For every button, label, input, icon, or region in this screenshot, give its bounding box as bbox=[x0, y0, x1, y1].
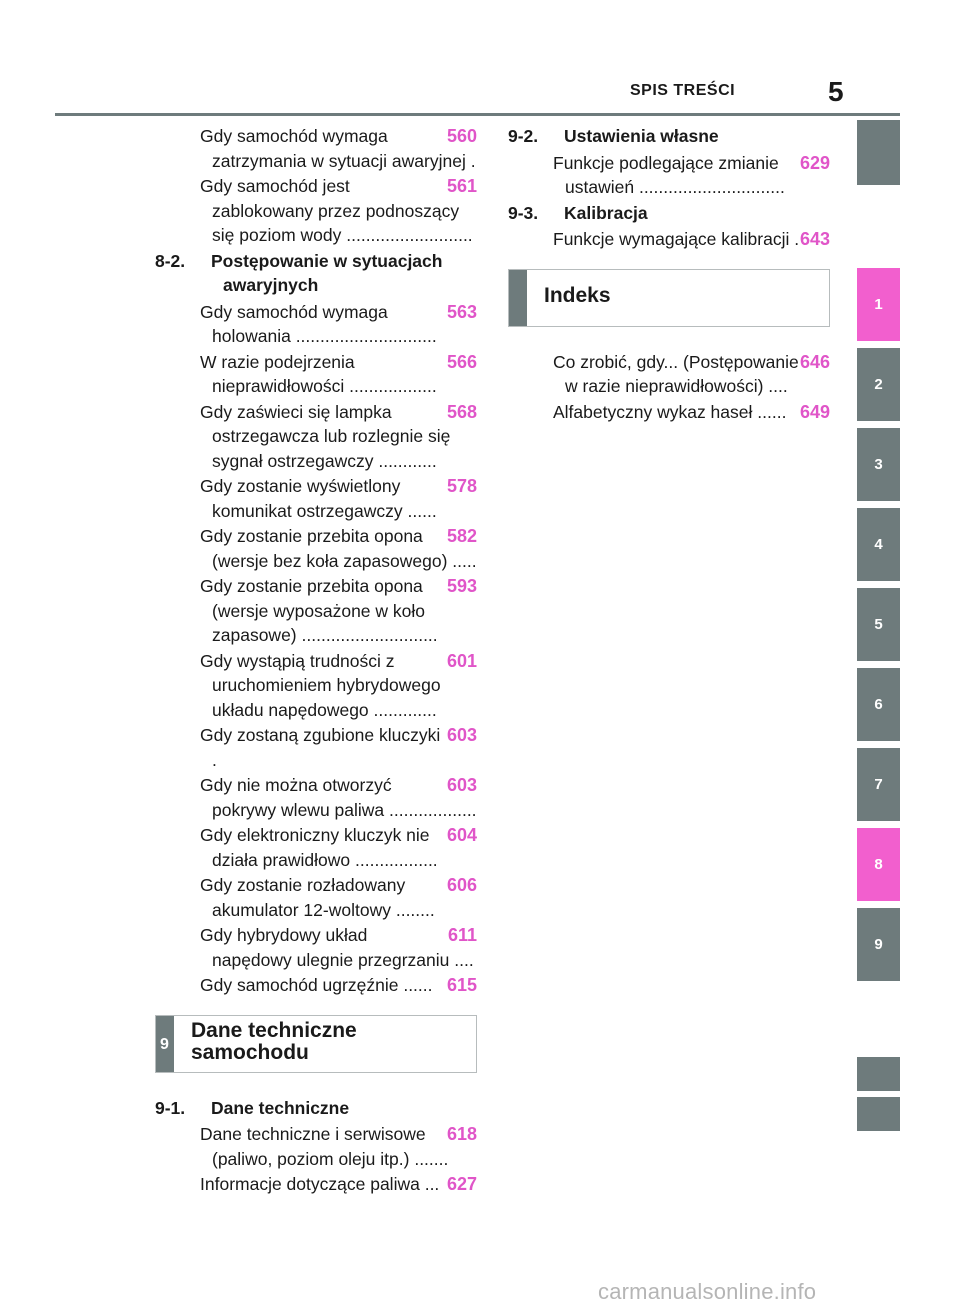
side-tab-6[interactable]: 6 bbox=[857, 668, 900, 741]
chapter-box-title-line2: samochodu bbox=[191, 1040, 309, 1064]
side-tab-blank-top[interactable] bbox=[857, 120, 900, 185]
side-tab-9[interactable]: 9 bbox=[857, 908, 900, 981]
side-tab-2[interactable]: 2 bbox=[857, 348, 900, 421]
toc-entry[interactable] bbox=[200, 823, 477, 872]
chapter-box-index[interactable] bbox=[508, 269, 830, 327]
toc-entry[interactable] bbox=[200, 124, 477, 173]
toc-entry[interactable] bbox=[200, 174, 477, 248]
toc-entry[interactable] bbox=[200, 574, 477, 648]
section-title: Dane techniczne bbox=[211, 1097, 350, 1118]
chapter-box-title-line1: Dane techniczne bbox=[191, 1018, 357, 1042]
toc-entry-page-link[interactable]: 649 bbox=[799, 401, 830, 422]
header-title: SPIS TREŚCI bbox=[630, 82, 736, 99]
toc-entry[interactable] bbox=[200, 923, 477, 972]
toc-entry-page-link[interactable]: 646 bbox=[799, 351, 830, 372]
toc-entry[interactable] bbox=[200, 400, 477, 474]
toc-entry[interactable] bbox=[200, 649, 477, 723]
toc-entry[interactable] bbox=[553, 151, 830, 200]
toc-entry-text: Gdy nie można otworzyć pokrywy wlewu paliwa bbox=[200, 775, 392, 820]
chapter-box-number: 9 bbox=[160, 1035, 169, 1053]
toc-entry-page-link[interactable]: 566 bbox=[446, 351, 477, 372]
toc-entry[interactable] bbox=[200, 873, 477, 922]
toc-entry-text: Gdy zostanie rozładowany akumulator 12-woltowy bbox=[200, 875, 406, 920]
toc-entry[interactable] bbox=[553, 227, 830, 252]
toc-entry-leader-dots: .......................... bbox=[346, 225, 473, 245]
section-title: Ustawienia własne bbox=[564, 126, 719, 146]
section-heading-9-2 bbox=[508, 124, 830, 149]
toc-entry[interactable] bbox=[200, 474, 477, 523]
toc-entry-leader-dots: .................. bbox=[389, 799, 477, 820]
section-number: 8-2. bbox=[155, 250, 186, 271]
toc-entry[interactable] bbox=[200, 1172, 477, 1197]
toc-entry-page-link[interactable]: 582 bbox=[446, 526, 477, 546]
side-tab-5[interactable]: 5 bbox=[857, 588, 900, 661]
toc-entry-text: Dane techniczne i serwisowe (paliwo, poziom oleju itp.) bbox=[200, 1124, 426, 1169]
watermark-text: carmanualsonline.info bbox=[598, 1279, 817, 1304]
toc-entry-text: Gdy zostaną zgubione kluczyki bbox=[200, 725, 441, 745]
toc-entry-leader-dots: .... bbox=[768, 376, 788, 396]
toc-entry-page-link[interactable]: 611 bbox=[447, 925, 477, 945]
toc-entry-text: Gdy samochód wymaga holowania bbox=[200, 301, 388, 346]
section-title: Kalibracja bbox=[564, 202, 648, 223]
toc-entry[interactable] bbox=[200, 524, 477, 573]
toc-entry-page-link[interactable]: 578 bbox=[446, 476, 477, 496]
toc-entry-leader-dots: ............. bbox=[373, 699, 437, 720]
toc-entry-text: Informacje dotyczące paliwa bbox=[200, 1174, 420, 1194]
toc-entry-page-link[interactable]: 627 bbox=[446, 1174, 477, 1194]
toc-entry-text: Gdy zaświeci się lampka ostrzegawcza lub rozlegnie się sygnał ostrzegawczy bbox=[200, 401, 451, 471]
toc-entry-leader-dots: ...... bbox=[403, 975, 433, 995]
toc-entry-leader-dots: ... bbox=[424, 1174, 440, 1194]
toc-entry-page-link[interactable]: 629 bbox=[799, 152, 830, 173]
toc-entry-leader-dots: .... bbox=[454, 949, 474, 970]
toc-column-right bbox=[508, 124, 830, 425]
toc-entry-text: Gdy zostanie przebita opona (wersje bez koła zapasowego) bbox=[200, 526, 448, 571]
toc-entry-text: Alfabetyczny wykaz haseł bbox=[553, 401, 753, 422]
toc-entry-page-link[interactable]: 603 bbox=[446, 725, 477, 745]
toc-entry-leader-dots: . bbox=[470, 150, 476, 171]
section-heading-9-1 bbox=[155, 1096, 477, 1121]
side-tab-blank-lower-2[interactable] bbox=[857, 1097, 900, 1131]
toc-entry-leader-dots: ....... bbox=[414, 1148, 449, 1169]
toc-entry[interactable] bbox=[200, 773, 477, 822]
side-tab-3[interactable]: 3 bbox=[857, 428, 900, 501]
toc-entry-text: Funkcje wymagające kalibracji bbox=[553, 229, 790, 249]
toc-entry-text: W razie podejrzenia nieprawidłowości bbox=[200, 351, 355, 396]
toc-entry[interactable] bbox=[200, 723, 477, 772]
section-title: Postępowanie w sytuacjach awaryjnych bbox=[211, 250, 443, 295]
chapter-box-bar bbox=[509, 270, 527, 326]
side-tab-7[interactable]: 7 bbox=[857, 748, 900, 821]
toc-entry-leader-dots: .............................. bbox=[638, 177, 785, 197]
toc-entry-leader-dots: . bbox=[794, 229, 800, 249]
toc-entry[interactable] bbox=[200, 300, 477, 349]
toc-entry[interactable] bbox=[553, 400, 830, 425]
page-number: 5 bbox=[828, 76, 844, 107]
chapter-box-title: Indeks bbox=[544, 283, 611, 307]
toc-entry-leader-dots: ............................ bbox=[301, 625, 438, 645]
toc-entry-page-link[interactable]: 606 bbox=[446, 875, 477, 895]
toc-entry-leader-dots: ...... bbox=[757, 401, 787, 422]
header-rule bbox=[55, 113, 900, 116]
chapter-box-title bbox=[191, 1020, 357, 1064]
toc-entry-page-link[interactable]: 561 bbox=[446, 176, 477, 196]
toc-entry-page-link[interactable]: 603 bbox=[446, 775, 477, 795]
toc-entry-leader-dots: ...... bbox=[407, 500, 437, 521]
toc-entry-text: Gdy samochód jest zablokowany przez podnoszący się poziom wody bbox=[200, 176, 460, 245]
toc-entry[interactable] bbox=[200, 973, 477, 998]
section-number: 9-1. bbox=[155, 1097, 186, 1118]
toc-entry[interactable] bbox=[553, 350, 830, 399]
toc-entry-page-link[interactable]: 560 bbox=[446, 126, 477, 146]
chapter-box-9[interactable] bbox=[155, 1015, 477, 1073]
toc-entry-leader-dots: ................. bbox=[355, 849, 438, 870]
section-heading-9-3 bbox=[508, 201, 830, 226]
section-number: 9-3. bbox=[508, 202, 539, 223]
toc-entry-leader-dots: ............ bbox=[378, 450, 437, 471]
toc-entry-page-link[interactable]: 568 bbox=[446, 401, 477, 422]
side-tab-1[interactable]: 1 bbox=[857, 268, 900, 341]
toc-entry-leader-dots: ..... bbox=[452, 550, 477, 571]
toc-entry-text: Gdy hybrydowy układ napędowy ulegnie przegrzaniu bbox=[200, 925, 450, 970]
side-tab-8[interactable]: 8 bbox=[857, 828, 900, 901]
toc-entry-leader-dots: . bbox=[212, 749, 217, 770]
toc-entry-page-link[interactable]: 615 bbox=[446, 975, 477, 995]
toc-entry-text: Gdy samochód ugrzęźnie bbox=[200, 975, 399, 995]
toc-entry[interactable] bbox=[200, 350, 477, 399]
toc-entry-leader-dots: ........ bbox=[395, 899, 435, 920]
toc-entry-page-link[interactable]: 601 bbox=[446, 650, 477, 671]
toc-entry-leader-dots: .................. bbox=[349, 376, 437, 396]
toc-column-left bbox=[155, 124, 477, 1198]
toc-entry-page-link[interactable]: 563 bbox=[446, 301, 477, 322]
side-tab-blank-lower-1[interactable] bbox=[857, 1057, 900, 1091]
toc-entry-page-link[interactable]: 643 bbox=[799, 229, 830, 249]
toc-entry-text: Gdy samochód wymaga zatrzymania w sytuacji awaryjnej bbox=[200, 126, 466, 171]
toc-entry-page-link[interactable]: 618 bbox=[446, 1124, 477, 1144]
side-tab-4[interactable]: 4 bbox=[857, 508, 900, 581]
toc-entry-text: Co zrobić, gdy... (Postępowanie w razie nieprawidłowości) bbox=[553, 351, 799, 396]
toc-entry-page-link[interactable]: 593 bbox=[446, 576, 477, 596]
section-heading-8-2 bbox=[155, 249, 477, 298]
section-number: 9-2. bbox=[508, 126, 539, 146]
toc-entry-text: Gdy elektroniczny kluczyk nie działa prawidłowo bbox=[200, 825, 430, 870]
toc-entry-text: Gdy zostanie wyświetlony komunikat ostrzegawczy bbox=[200, 476, 403, 521]
toc-entry-text: Gdy zostanie przebita opona (wersje wyposażone w koło zapasowe) bbox=[200, 576, 426, 645]
toc-entry-page-link[interactable]: 604 bbox=[446, 825, 477, 845]
toc-entry-leader-dots: ............................. bbox=[295, 326, 437, 346]
toc-entry-text: Funkcje podlegające zmianie ustawień bbox=[553, 152, 779, 197]
toc-entry-text: Gdy wystąpią trudności z uruchomieniem hybrydowego układu napędowego bbox=[200, 650, 441, 720]
toc-entry[interactable] bbox=[200, 1122, 477, 1171]
